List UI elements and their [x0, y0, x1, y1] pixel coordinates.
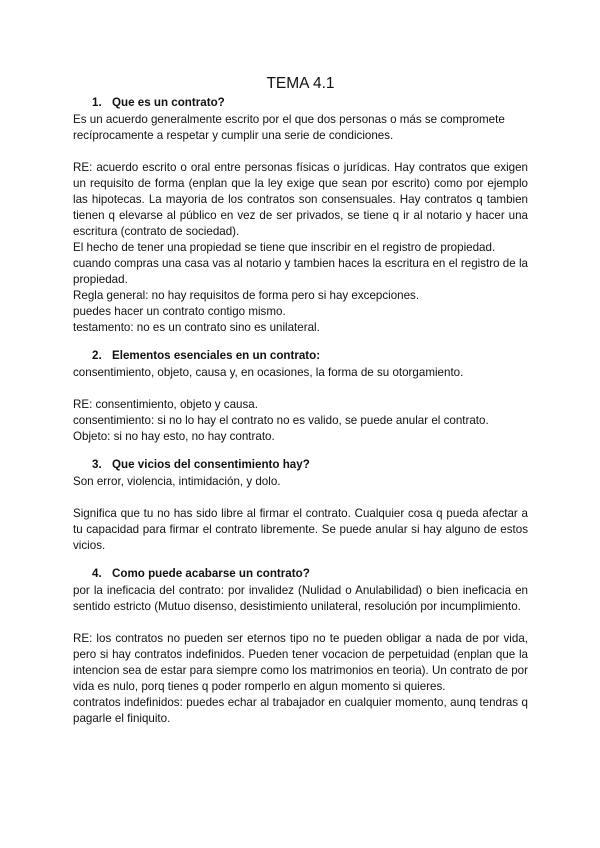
section-number: 4. — [92, 567, 102, 580]
paragraph: consentimiento, objeto, causa y, en ocasiones, la forma de su otorgamiento. — [73, 366, 464, 379]
paragraph: contratos indefinidos: puedes echar al trabajador en cualquier momento, aunq tendras q pagarle el finiquito. — [73, 696, 528, 725]
section-number: 2. — [92, 349, 102, 362]
spacer — [73, 490, 528, 506]
page-title: TEMA 4.1 — [266, 75, 335, 92]
section-heading — [73, 566, 528, 582]
paragraph: testamento: no es un contrato sino es unilateral. — [73, 321, 320, 334]
section-number: 3. — [92, 458, 102, 471]
spacer — [73, 381, 528, 397]
spacer — [73, 336, 528, 348]
spacer — [73, 615, 528, 631]
section-number: 1. — [92, 96, 102, 109]
spacer — [73, 445, 528, 457]
paragraph: Objeto: si no hay esto, no hay contrato. — [73, 430, 275, 443]
section-question: Que es un contrato? — [112, 96, 225, 109]
paragraph: RE: los contratos no pueden ser eternos tipo no te pueden obligar a nada de por vida, pero si hay contratos indefinidos. Pueden tener vocacion de perpetuidad (enplan que la intencion sea de estar para siempre como los matrimonios en teoria). Un contrato de por vida es nulo, porq tienes q poder romperlo en algun momento si quieres. — [73, 632, 528, 693]
section-heading — [73, 95, 528, 111]
paragraph: Son error, violencia, intimidación, y dolo. — [73, 475, 281, 488]
paragraph: Es un acuerdo generalmente escrito por el que dos personas o más se compromete recíprocamente a respetar y cumplir una serie de condiciones. — [73, 113, 505, 142]
spacer — [73, 144, 528, 160]
paragraph: Significa que tu no has sido libre al firmar el contrato. Cualquier cosa q pueda afectar a tu capacidad para firmar el contrato libremente. Se puede anular si hay alguno de estos vicios. — [73, 507, 528, 552]
paragraph: El hecho de tener una propiedad se tiene que inscribir en el registro de propiedad. — [73, 241, 496, 254]
paragraph: consentimiento: si no lo hay el contrato no es valido, se puede anular el contrato. — [73, 414, 489, 427]
spacer — [73, 554, 528, 566]
paragraph: Regla general: no hay requisitos de forma pero si hay excepciones. — [73, 289, 420, 302]
section-question: Elementos esenciales en un contrato: — [112, 349, 321, 362]
paragraph: por la ineficacia del contrato: por invalidez (Nulidad o Anulabilidad) o bien ineficacia en sentido estricto (Mutuo disenso, desistimiento unilateral, resolución por incumplimiento. — [73, 584, 528, 613]
paragraph: cuando compras una casa vas al notario y tambien haces la escritura en el registro de la propiedad. — [73, 257, 528, 286]
paragraph: RE: acuerdo escrito o oral entre personas físicas o jurídicas. Hay contratos que exigen un requisito de forma (enplan que la ley exige que sean por escrito) como por ejemplo las hipotecas. La mayoria de los contratos son consensuales. Hay contratos q tambien tienen q elevarse al público en vez de ser privados, se tiene q ir al notario y hacer una escritura (contrato de sociedad). — [73, 161, 528, 238]
section-heading — [73, 457, 528, 473]
paragraph: puedes hacer un contrato contigo mismo. — [73, 305, 286, 318]
section-heading — [73, 348, 528, 364]
paragraph: RE: consentimiento, objeto y causa. — [73, 398, 258, 411]
section-question: Que vicios del consentimiento hay? — [112, 458, 310, 471]
section-question: Como puede acabarse un contrato? — [112, 567, 310, 580]
